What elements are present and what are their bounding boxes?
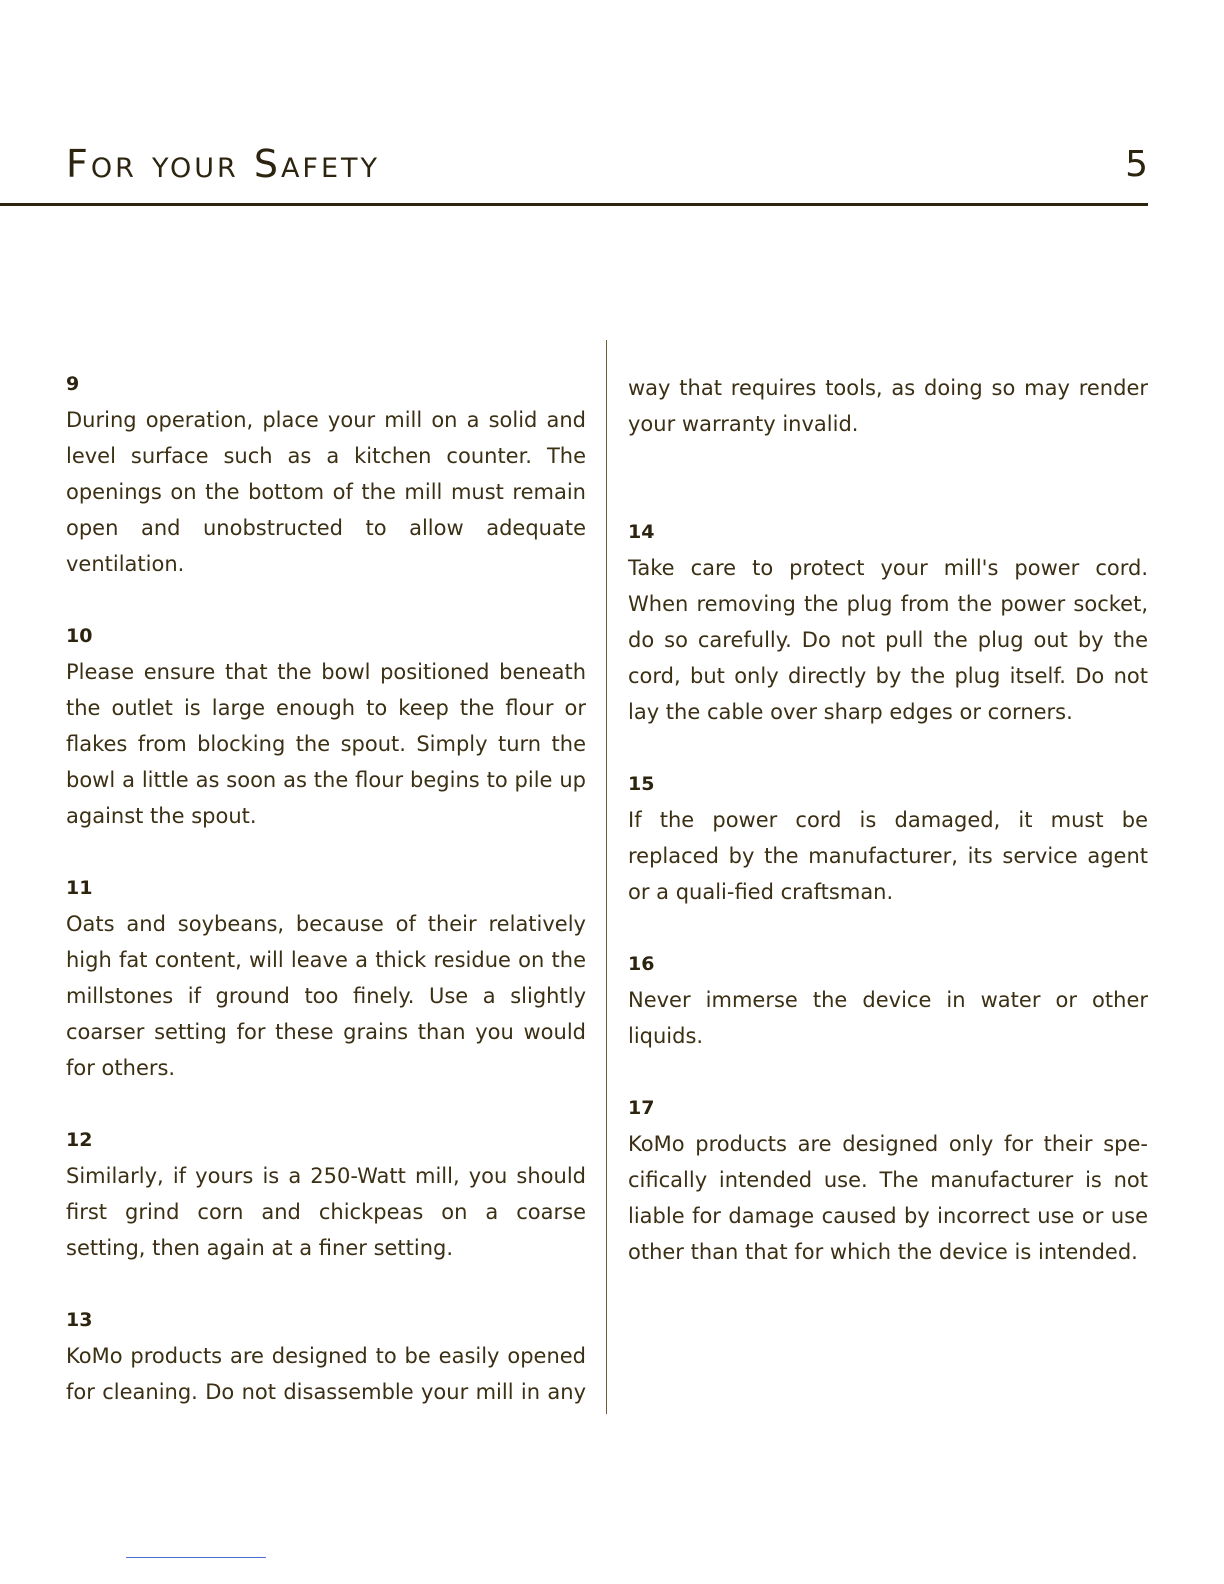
item-number: 9 bbox=[66, 373, 80, 395]
item-text: Oats and soybeans, because of their relatively high fat content, will leave a thick residue on the millstones if ground too finely. Use a slightly coarser setting for these grains than you would for others. bbox=[66, 912, 586, 1080]
footer-rule bbox=[126, 1557, 266, 1558]
item-number: 16 bbox=[628, 953, 655, 975]
item-number: 11 bbox=[66, 877, 93, 899]
page-title: For your Safety bbox=[66, 142, 380, 186]
safety-item-11 bbox=[66, 874, 586, 1086]
safety-item-14 bbox=[628, 518, 1148, 730]
safety-item-10 bbox=[66, 622, 586, 834]
safety-item-9 bbox=[66, 370, 586, 582]
item-text: Similarly, if yours is a 250-Watt mill, you should first grind corn and chickpeas on a coarse setting, then again at a finer setting. bbox=[66, 1164, 586, 1260]
item-number: 14 bbox=[628, 521, 655, 543]
item-number: 12 bbox=[66, 1129, 93, 1151]
item-number: 10 bbox=[66, 625, 93, 647]
item-text: During operation, place your mill on a solid and level surface such as a kitchen counter. The openings on the bottom of the mill must remain open and unobstructed to allow adequate ventilation. bbox=[66, 408, 586, 576]
safety-item-12 bbox=[66, 1126, 586, 1266]
header-rule bbox=[0, 203, 1148, 206]
item-text: Please ensure that the bowl positioned beneath the outlet is large enough to keep the flour or flakes from blocking the spout. Simply turn the bowl a little as soon as the flour begins to pile up against the spout. bbox=[66, 660, 586, 828]
page-number: 5 bbox=[1125, 144, 1148, 185]
item-text: Take care to protect your mill's power cord. When removing the plug from the power socket, do so carefully. Do not pull the plug out by the cord, but only directly by the plug itself. Do not lay the cable over sharp edges or corners. bbox=[628, 556, 1148, 724]
safety-item-17 bbox=[628, 1094, 1148, 1270]
item-text: KoMo products are designed only for their spe-cifically intended use. The manufacturer is not liable for damage caused by incorrect use or use other than that for which the device is intended. bbox=[628, 1132, 1148, 1264]
safety-item-13 bbox=[66, 1306, 586, 1410]
right-column bbox=[628, 370, 1148, 1270]
left-column bbox=[66, 370, 586, 1410]
item-text: If the power cord is damaged, it must be replaced by the manufacturer, its service agent or a quali-fied craftsman. bbox=[628, 808, 1148, 904]
safety-item-16 bbox=[628, 950, 1148, 1054]
continued-text: way that requires tools, as doing so may render your warranty invalid. bbox=[628, 376, 1148, 436]
column-divider bbox=[606, 340, 607, 1414]
item-number: 15 bbox=[628, 773, 655, 795]
page-header bbox=[66, 142, 1148, 190]
safety-item-15 bbox=[628, 770, 1148, 910]
item-number: 17 bbox=[628, 1097, 655, 1119]
item-text: KoMo products are designed to be easily opened for cleaning. Do not disassemble your mill in any bbox=[66, 1344, 586, 1404]
item-number: 13 bbox=[66, 1309, 93, 1331]
item-text: Never immerse the device in water or other liquids. bbox=[628, 988, 1148, 1048]
